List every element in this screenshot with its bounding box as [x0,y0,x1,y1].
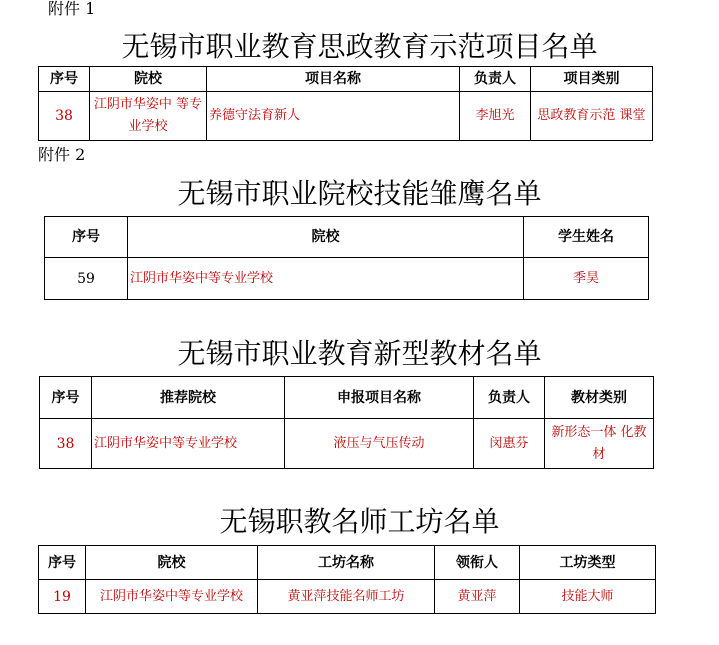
cell-school: 江阴市华姿中等专业学校 [86,580,258,614]
header-workshop-type: 工坊类型 [520,546,656,580]
cell-school: 江阴市华姿中 等专业学校 [90,92,207,141]
cell-seq: 19 [39,580,86,614]
header-seq: 序号 [39,546,86,580]
header-workshop-name: 工坊名称 [258,546,435,580]
cell-seq: 38 [40,419,92,469]
table-row [39,580,656,614]
cell-material-category: 新形态一体 化教材 [545,419,654,469]
annex2-title: 无锡市职业院校技能雏鹰名单 [177,177,542,210]
table-header-row [40,377,654,419]
header-leader: 负责人 [474,377,545,419]
cell-workshop-name: 黄亚萍技能名师工坊 [258,580,435,614]
header-school: 院校 [128,217,524,258]
table-header-row [45,217,649,258]
header-lead-person: 领衔人 [435,546,520,580]
cell-lead-person: 黄亚萍 [435,580,520,614]
cell-leader: 李旭光 [460,92,531,141]
annex4-table [38,545,656,614]
cell-project-name: 液压与气压传动 [285,419,474,469]
header-student-name: 学生姓名 [524,217,649,258]
header-project-name: 项目名称 [207,67,460,92]
cell-category: 思政教育示范 课堂 [531,92,653,141]
annex2-label: 附件 2 [38,145,86,164]
header-category: 项目类别 [531,67,653,92]
header-school: 院校 [90,67,207,92]
table-row [45,258,649,300]
annex1-title: 无锡市职业教育思政教育示范项目名单 [121,30,598,63]
cell-school: 江阴市华姿中等专业学校 [92,419,285,469]
cell-student-name: 季昊 [524,258,649,300]
header-leader: 负责人 [460,67,531,92]
cell-project-name: 养德守法育新人 [207,92,460,141]
annex2-table [44,216,649,300]
cell-leader: 闵惠芬 [474,419,545,469]
header-seq: 序号 [39,67,90,92]
header-recommended-school: 推荐院校 [92,377,285,419]
cell-seq: 38 [39,92,90,141]
annex3-table [39,376,654,469]
header-material-category: 教材类别 [545,377,654,419]
annex1-table [38,66,653,141]
annex4-title: 无锡职教名师工坊名单 [219,505,500,538]
header-project-name: 申报项目名称 [285,377,474,419]
cell-workshop-type: 技能大师 [520,580,656,614]
header-seq: 序号 [40,377,92,419]
cell-seq: 59 [45,258,128,300]
table-row [39,92,653,141]
table-header-row [39,546,656,580]
header-school: 院校 [86,546,258,580]
header-seq: 序号 [45,217,128,258]
annex3-title: 无锡市职业教育新型教材名单 [177,337,542,370]
annex1-label: 附件 1 [48,0,96,18]
table-header-row [39,67,653,92]
cell-school: 江阴市华姿中等专业学校 [128,258,524,300]
table-row [40,419,654,469]
